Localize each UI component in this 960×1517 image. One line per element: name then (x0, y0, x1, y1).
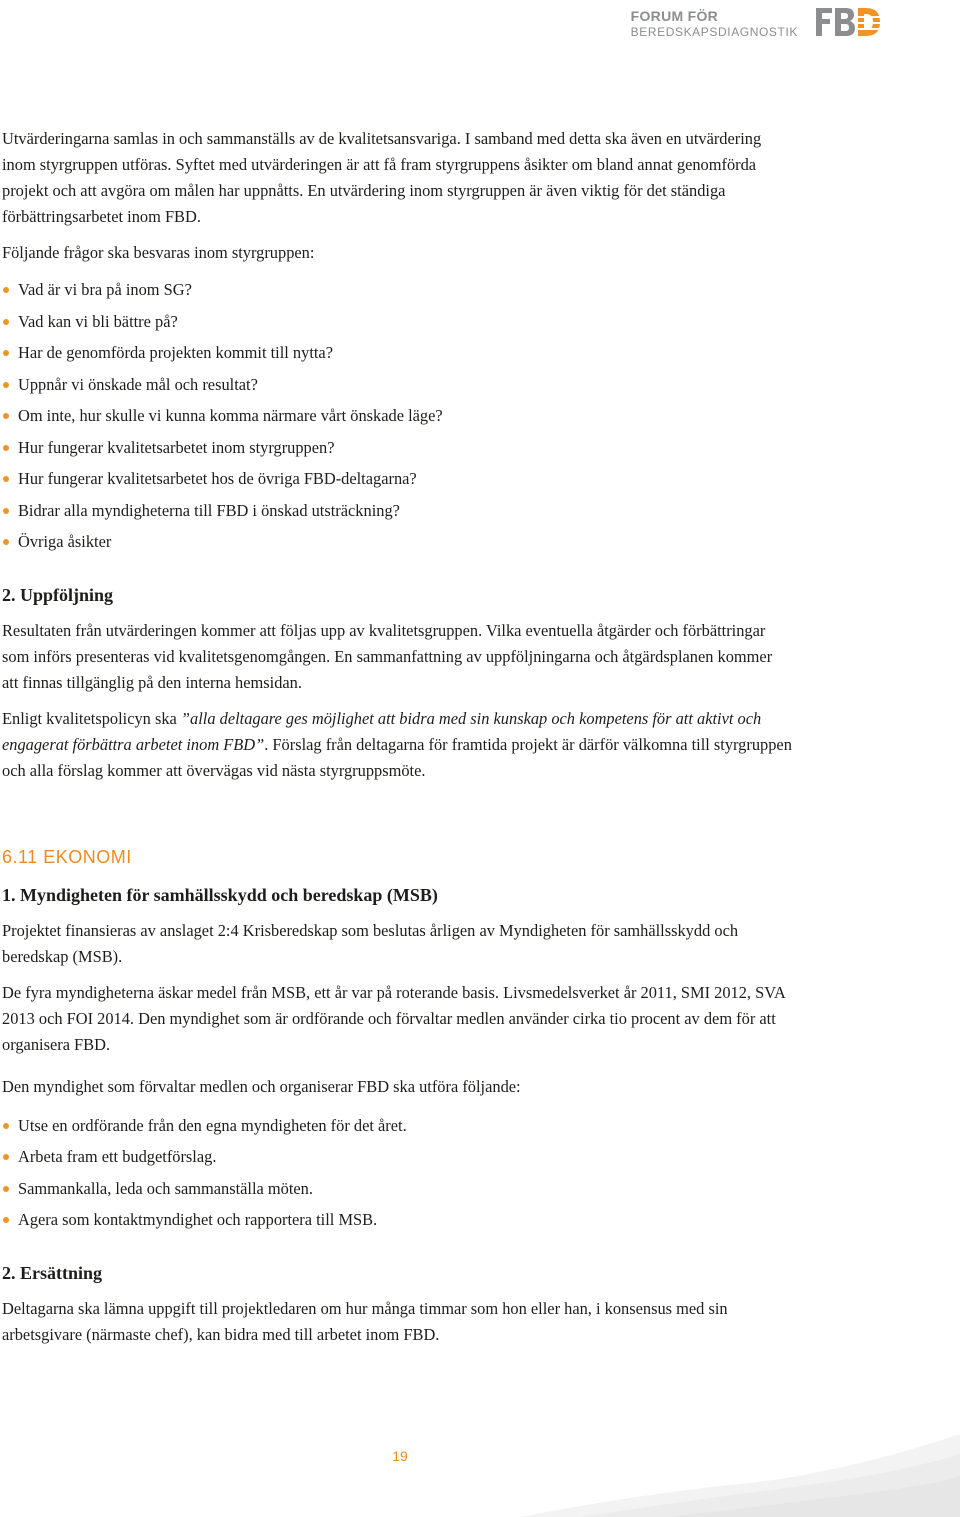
uppfoljning-paragraph: Resultaten från utvärderingen kommer att följas upp av kvalitetsgruppen. Vilka eventuella åtgärder och förbättringar som införs presenteras vid kvalitetsgenomgången. En sammanfattning av uppföljningarna och åtgärdsplanen kommer att finnas tillgänglig på den interna hemsidan. (2, 620, 773, 692)
page-number: 19 (392, 1448, 408, 1464)
ekonomi-paragraph-2: De fyra myndigheterna äskar medel från MSB, ett år var på roterande basis. Livsmedelsverket år 2011, SMI 2012, SVA 2013 och FOI 2014. Den myndighet som är ordförande och förvaltar medlen använder cirka tio procent av dem för att organisera FBD. (2, 982, 785, 1054)
list-item: Hur fungerar kvalitetsarbetet inom styrgruppen? (2, 432, 792, 464)
brand-text (631, 8, 798, 40)
intro-paragraph: Utvärderingarna samlas in och sammanställs av de kvalitetsansvariga. I samband med detta ska även en utvärdering inom styrgruppen utföras. Syftet med utvärderingen är att få fram styrgruppens åsikter om bland annat genomförda projekt och att avgöra om målen har uppnåtts. En utvärdering inom styrgruppen är även viktig för det ständiga förbättringsarbetet inom FBD. (2, 129, 762, 226)
page-header (0, 0, 960, 60)
questions-intro: Följande frågor ska besvaras inom styrgruppen: (2, 243, 315, 262)
heading-uppfoljning: 2. Uppföljning (2, 584, 114, 605)
ekonomi-paragraph-1: Projektet finansieras av anslaget 2:4 Krisberedskap som beslutas årligen av Myndigheten för samhällsskydd och beredskap (MSB). (2, 920, 739, 966)
policy-paragraph (2, 706, 792, 784)
ekonomi-paragraph-3: Den myndighet som förvaltar medlen och organiserar FBD ska utföra följande: (2, 1076, 521, 1096)
ersattning-paragraph: Deltagarna ska lämna uppgift till projektledaren om hur många timmar som hon eller han, i konsensus med sin arbetsgivare (närmaste chef), kan bidra med till arbetet inom FBD. (2, 1298, 728, 1344)
list-item: Vad kan vi bli bättre på? (2, 306, 792, 338)
list-item: Bidrar alla myndigheterna till FBD i önskad utsträckning? (2, 495, 792, 527)
policy-text-before: Enligt kvalitetspolicyn ska (2, 708, 181, 728)
fbd-logo-icon (814, 5, 882, 39)
brand-line2: BEREDSKAPSDIAGNOSTIK (630, 25, 798, 39)
heading-msb: 1. Myndigheten för samhällsskydd och beredskap (MSB) (2, 884, 438, 905)
list-item: Hur fungerar kvalitetsarbetet hos de övriga FBD-deltagarna? (2, 463, 792, 495)
brand-line1: FORUM FÖR (630, 8, 719, 24)
list-item: Utse en ordförande från den egna myndigheten för det året. (2, 1110, 792, 1142)
list-item: Arbeta fram ett budgetförslag. (2, 1141, 792, 1173)
question-list (2, 274, 792, 558)
wave-decoration-icon (520, 1424, 960, 1517)
policy-quote: ”alla deltagare ges möjlighet att bidra med sin kunskap och kompetens för att aktivt och engagerat förbättra arbetet inom FBD” (2, 708, 762, 754)
task-list (2, 1110, 792, 1236)
list-item: Om inte, hur skulle vi kunna komma närmare vårt önskade läge? (2, 400, 792, 432)
policy-text-after: . Förslag från deltagarna för framtida projekt är därför välkomna till styrgruppen och alla förslag kommer att övervägas vid nästa styrgruppsmöte. (2, 734, 792, 780)
heading-ersattning: 2. Ersättning (2, 1262, 103, 1283)
list-item: Har de genomförda projekten kommit till nytta? (2, 337, 792, 369)
list-item: Agera som kontaktmyndighet och rapportera till MSB. (2, 1204, 792, 1236)
list-item: Vad är vi bra på inom SG? (2, 274, 792, 306)
list-item: Uppnår vi önskade mål och resultat? (2, 369, 792, 401)
list-item: Övriga åsikter (2, 526, 792, 558)
list-item: Sammankalla, leda och sammanställa möten. (2, 1173, 792, 1205)
document-body (2, 126, 792, 1348)
section-title-ekonomi: 6.11 EKONOMI (2, 846, 132, 867)
